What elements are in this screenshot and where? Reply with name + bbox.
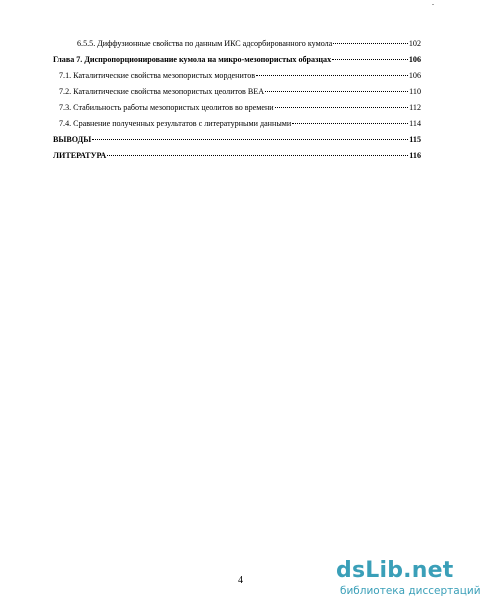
toc-leader-dots [332, 58, 408, 60]
toc-leader-dots [107, 154, 408, 156]
page-number: 4 [238, 575, 243, 586]
toc-entry-page: 106 [408, 55, 421, 64]
watermark [336, 558, 481, 602]
toc-entry[interactable] [59, 119, 421, 129]
toc-entry-title: 7.3. Стабильность работы мезопористых цеолитов во времени [59, 103, 274, 112]
toc-entry-conclusions[interactable] [53, 135, 421, 145]
toc-entry-title: ЛИТЕРАТУРА [53, 151, 107, 160]
toc-entry-chapter[interactable] [53, 55, 421, 65]
watermark-subtitle: библиотека диссертаций [340, 585, 481, 597]
toc-entry-page: 116 [409, 151, 421, 160]
toc-entry[interactable] [59, 87, 421, 97]
toc-entry-page: 112 [409, 103, 421, 112]
toc-entry-page: 110 [409, 87, 421, 96]
toc-entry-title: 7.4. Сравнение полученных результатов с литературными данными [59, 119, 292, 128]
corner-mark: - [432, 2, 434, 8]
toc-leader-dots [275, 106, 409, 108]
toc-entry-title: 7.2. Каталитические свойства мезопористых цеолитов BEA [59, 87, 265, 96]
toc-entry-page: 102 [408, 39, 421, 48]
toc-entry[interactable] [59, 71, 421, 81]
toc-leader-dots [265, 90, 408, 92]
toc-entry-title: 7.1. Каталитические свойства мезопористых морденитов [59, 71, 256, 80]
toc-entry-page: 114 [409, 119, 421, 128]
toc-leader-dots [92, 138, 408, 140]
toc-entry-title: Глава 7. Диспропорционирование кумола на микро-мезопористых образцах [53, 55, 332, 64]
toc-leader-dots [333, 42, 408, 44]
toc-leader-dots [292, 122, 408, 124]
watermark-logo: dsLib.net [336, 558, 454, 583]
toc-leader-dots [256, 74, 408, 76]
toc-entry-literature[interactable] [53, 151, 421, 161]
toc-entry[interactable] [59, 103, 421, 113]
toc-entry[interactable] [77, 39, 421, 49]
toc-entry-title: 6.5.5. Диффузионные свойства по данным ИКС адсорбированного кумола [77, 39, 333, 48]
toc-entry-page: 106 [408, 71, 421, 80]
toc-entry-page: 115 [409, 135, 421, 144]
toc-entry-title: ВЫВОДЫ [53, 135, 92, 144]
